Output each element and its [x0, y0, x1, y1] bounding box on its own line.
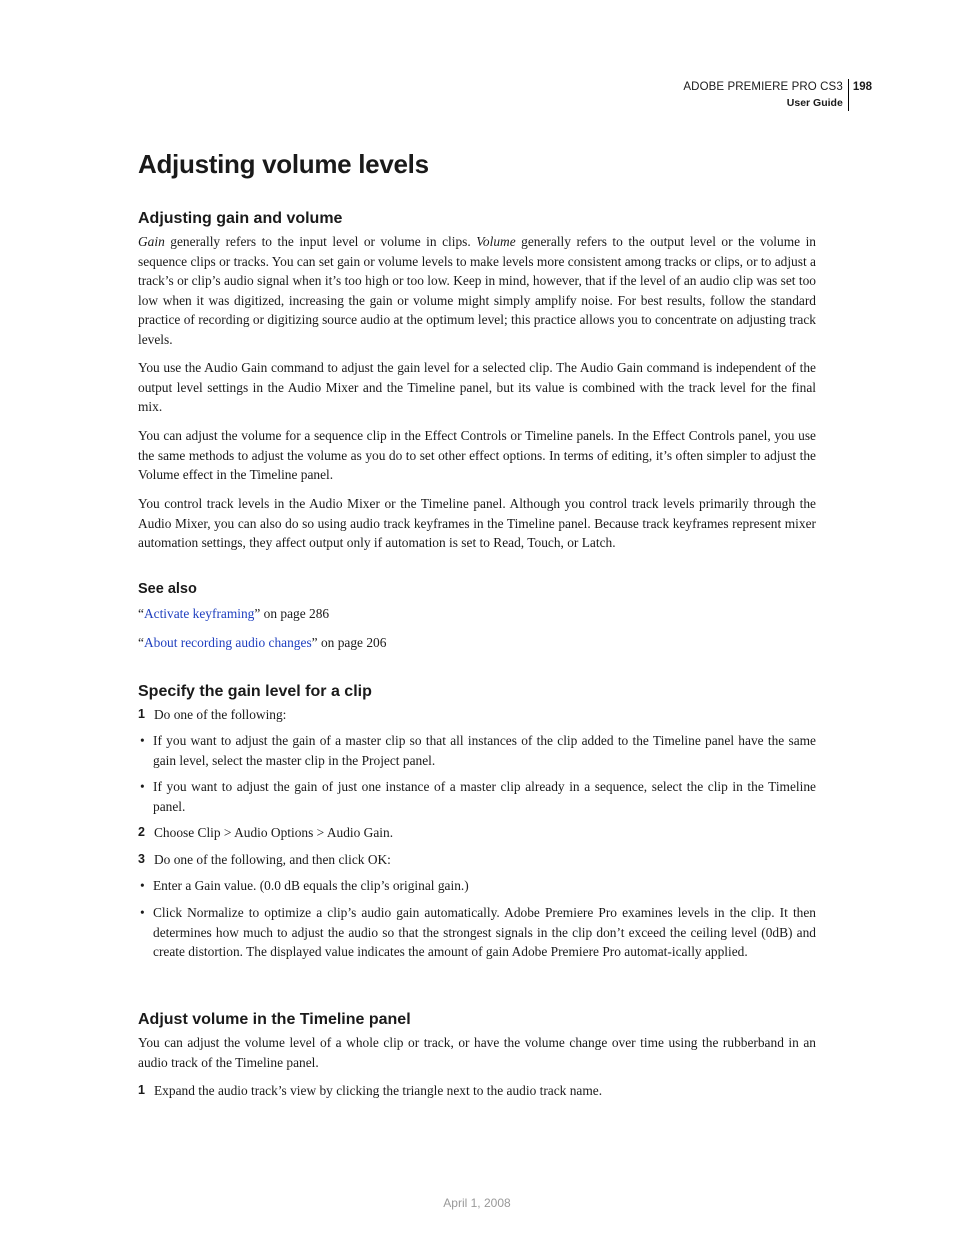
- term-volume: Volume: [476, 234, 516, 249]
- paragraph-gain-volume-intro: [138, 232, 816, 350]
- bullet-text: If you want to adjust the gain of a master clip so that all instances of the clip added to the Timeline panel have the same gain level, select the master clip in the Project panel.: [153, 733, 816, 768]
- bullet-mark: •: [140, 878, 145, 893]
- open-quote: “: [138, 635, 144, 650]
- step-text: Do one of the following, and then click OK:: [154, 852, 391, 867]
- page-title: Adjusting volume levels: [138, 149, 429, 179]
- link-activate-keyframing[interactable]: Activate keyframing: [143, 606, 255, 621]
- step-number: 3: [138, 852, 145, 866]
- step-text: Do one of the following:: [154, 707, 287, 722]
- bullet-mark: •: [140, 733, 145, 748]
- bullet-item: [138, 777, 816, 816]
- bullet-mark: •: [140, 905, 145, 920]
- bullet-text: If you want to adjust the gain of just one instance of a master clip already in a sequence, select the clip in the Timeline panel.: [153, 779, 816, 814]
- paragraph-text: generally refers to the output level or the volume in sequence clips or tracks. You can set gain or volume levels to make levels more consistent among tracks or clips, or to adjust a track’s or clip’s audio signal when it’s too high or too low. Keep in mind, however, that if the level of an audio clip was set too low when it was digitized, increasing the gain or volume might simply amplify noise. For best results, follow the standard practice of recording or digitizing source audio at the optimum level; this practice allows you to concentrate on adjusting track levels.: [138, 234, 816, 347]
- header-product-name: ADOBE PREMIERE PRO CS3: [683, 81, 843, 93]
- link-suffix: ” on page 206: [311, 635, 387, 650]
- see-also-item: [138, 604, 816, 624]
- section-heading-specify-gain: Specify the gain level for a clip: [138, 683, 372, 700]
- header-guide-name: User Guide: [786, 97, 843, 109]
- bullet-mark: •: [140, 779, 145, 794]
- step-1: [138, 1081, 816, 1101]
- bullet-text: Enter a Gain value. (0.0 dB equals the clip’s original gain.): [153, 878, 469, 893]
- step-text: Expand the audio track’s view by clicking the triangle next to the audio track name.: [154, 1083, 603, 1098]
- paragraph-audio-gain-command: You use the Audio Gain command to adjust the gain level for a selected clip. The Audio Gain command is independent of the output level settings in the Audio Mixer and the Timeline panel, but its value is combined with the track level for the final mix.: [138, 360, 816, 415]
- see-also-heading: See also: [138, 581, 197, 597]
- step-number: 1: [138, 707, 145, 721]
- step-number: 1: [138, 1083, 145, 1097]
- step-2: [138, 823, 816, 843]
- paragraph-timeline-volume: You can adjust the volume level of a whole clip or track, or have the volume change over time using the rubberband in an audio track of the Timeline panel.: [138, 1035, 816, 1070]
- running-header: [683, 79, 872, 111]
- section-heading-adjust-volume-timeline: Adjust volume in the Timeline panel: [138, 1011, 411, 1028]
- paragraph-sequence-clip-volume: You can adjust the volume for a sequence clip in the Effect Controls or Timeline panels. In the Effect Controls panel, you use the same methods to adjust the volume as you do to set other effect options. In terms of editing, it’s often simpler to adjust the Volume effect in the Timeline panel.: [138, 428, 816, 483]
- header-titles: [683, 79, 848, 111]
- link-about-recording-audio-changes[interactable]: About recording audio changes: [143, 635, 312, 650]
- page-number: 198: [852, 81, 872, 93]
- section-heading-gain-volume: Adjusting gain and volume: [138, 210, 343, 227]
- bullet-text: Click Normalize to optimize a clip’s audio gain automatically. Adobe Premiere Pro examines levels in the clip. It then determines how much to adjust the audio so that the strongest signals in the clip don’t exceed the ceiling level (0dB) and create distortion. The displayed value indicates the amount of gain Adobe Premiere Pro automat-ically applied.: [153, 905, 816, 960]
- step-number: 2: [138, 825, 145, 839]
- bullet-item: [138, 731, 816, 770]
- footer-date: April 1, 2008: [443, 1196, 511, 1210]
- paragraph-track-levels: You control track levels in the Audio Mixer or the Timeline panel. Although you control track levels primarily through the Audio Mixer, you can also do so using audio track keyframes in the Timeline panel. Because track keyframes represent mixer automation settings, they affect output only if automation is set to Read, Touch, or Latch.: [138, 496, 816, 551]
- bullet-item: [138, 876, 816, 896]
- open-quote: “: [138, 606, 144, 621]
- link-suffix: ” on page 286: [254, 606, 330, 621]
- paragraph-text: generally refers to the input level or volume in clips.: [164, 234, 477, 249]
- bullet-item: [138, 903, 816, 962]
- step-1: [138, 705, 816, 725]
- step-text: Choose Clip > Audio Options > Audio Gain.: [154, 825, 394, 840]
- term-gain: Gain: [138, 234, 165, 249]
- see-also-item: [138, 633, 816, 653]
- step-3: [138, 850, 816, 870]
